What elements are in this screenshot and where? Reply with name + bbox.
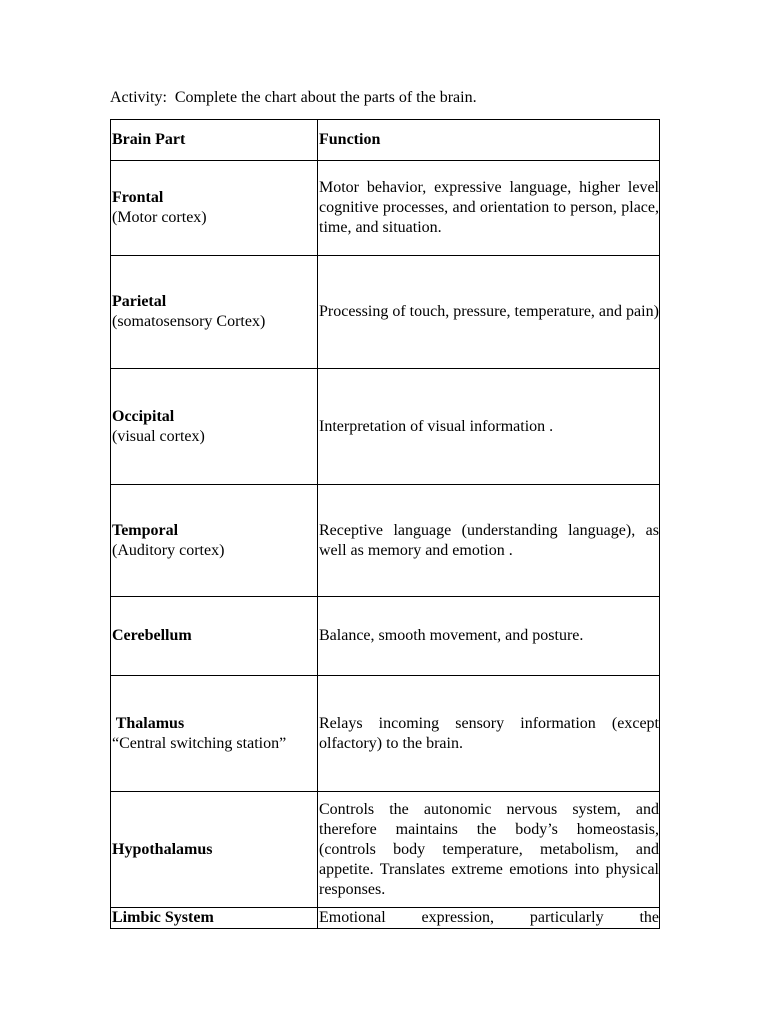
table-row xyxy=(111,792,660,908)
brain-part-name: Cerebellum xyxy=(112,627,192,644)
brain-part-cell xyxy=(111,161,318,256)
function-cell xyxy=(318,676,660,792)
function-text: Receptive language (understanding language), as well as memory and emotion . xyxy=(319,521,659,559)
function-text: Emotional expression, particularly the xyxy=(319,909,659,926)
activity-instruction: Activity: Complete the chart about the parts of the brain. xyxy=(110,89,477,106)
table-row xyxy=(111,161,660,256)
brain-part-cell xyxy=(111,792,318,908)
table-header-row xyxy=(111,120,660,161)
function-cell xyxy=(318,597,660,676)
brain-part-subtitle: “Central switching station” xyxy=(112,734,287,752)
function-cell xyxy=(318,792,660,908)
brain-part-name: Occipital xyxy=(112,407,175,425)
function-text: Relays incoming sensory information (except olfactory) to the brain. xyxy=(319,714,659,752)
brain-part-subtitle: (Auditory cortex) xyxy=(112,541,225,559)
brain-part-cell xyxy=(111,908,318,929)
table-row xyxy=(111,597,660,676)
function-cell xyxy=(318,161,660,256)
brain-part-cell xyxy=(111,485,318,597)
table-row xyxy=(111,256,660,369)
brain-part-subtitle: (Motor cortex) xyxy=(112,209,207,226)
function-text: Controls the autonomic nervous system, and therefore maintains the body’s homeostasis, (controls body temperature, metabolism, and appetite. Translates extreme emotions into physical responses. xyxy=(319,800,659,898)
brain-parts-table xyxy=(110,119,660,929)
brain-part-cell xyxy=(111,369,318,485)
table-row xyxy=(111,908,660,929)
function-text: Interpretation of visual information . xyxy=(319,417,554,435)
brain-part-subtitle: (somatosensory Cortex) xyxy=(112,313,266,330)
brain-part-name: Frontal xyxy=(112,189,164,206)
brain-part-cell xyxy=(111,597,318,676)
brain-part-subtitle: (visual cortex) xyxy=(112,427,205,445)
brain-part-name: Limbic System xyxy=(112,909,214,926)
brain-part-name: Temporal xyxy=(112,521,179,539)
function-text: Processing of touch, pressure, temperature, and pain) xyxy=(319,303,659,320)
table-row xyxy=(111,485,660,597)
brain-part-cell xyxy=(111,676,318,792)
table-row xyxy=(111,676,660,792)
function-cell xyxy=(318,908,660,929)
brain-part-name: Parietal xyxy=(112,293,167,310)
function-cell xyxy=(318,256,660,369)
header-brain-part: Brain Part xyxy=(111,120,318,161)
function-text: Balance, smooth movement, and posture. xyxy=(319,627,584,644)
header-function: Function xyxy=(318,120,660,161)
brain-part-name: Hypothalamus xyxy=(112,840,213,858)
function-cell xyxy=(318,485,660,597)
brain-part-cell xyxy=(111,256,318,369)
function-text: Motor behavior, expressive language, higher level cognitive processes, and orientation to person, place, time, and situation. xyxy=(319,179,659,236)
function-cell xyxy=(318,369,660,485)
brain-part-name: Thalamus xyxy=(112,714,185,732)
table-row xyxy=(111,369,660,485)
